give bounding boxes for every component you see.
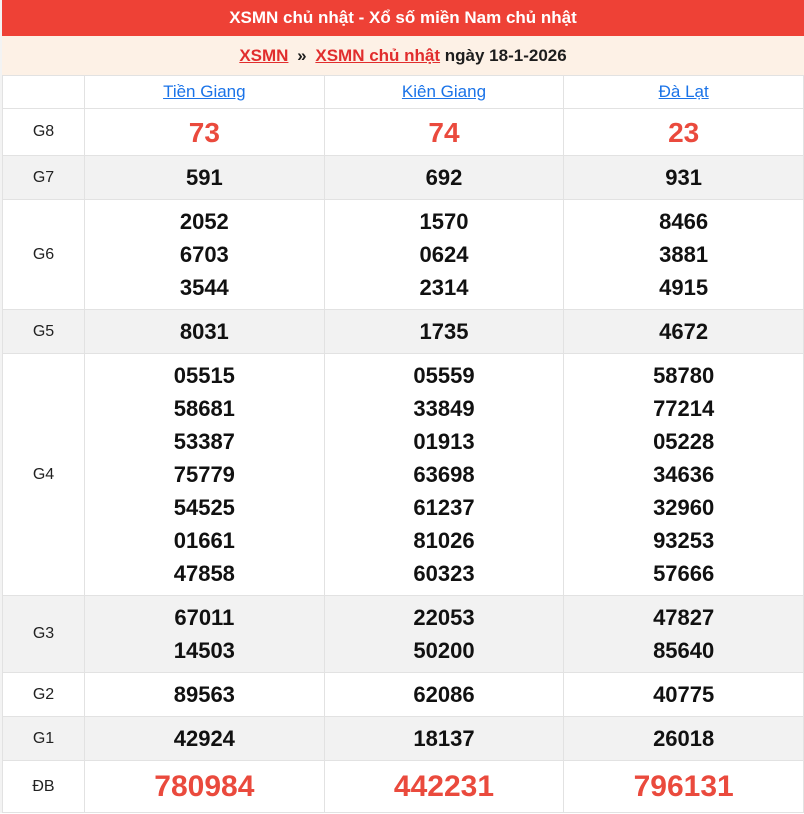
prize-value: 22053 <box>413 605 475 630</box>
province-link[interactable]: Đà Lạt <box>658 82 709 101</box>
prize-cell <box>324 717 564 761</box>
page-title: XSMN chủ nhật - Xổ số miền Nam chủ nhật <box>229 8 577 27</box>
prize-value: 931 <box>665 165 703 190</box>
prize-cell <box>324 156 564 200</box>
province-link[interactable]: Tiền Giang <box>163 82 246 101</box>
prize-cell <box>564 156 804 200</box>
prize-label-g1: G1 <box>3 717 85 761</box>
prize-label-g6: G6 <box>3 200 85 310</box>
prize-value: 47858 <box>173 561 235 586</box>
prize-label-g7: G7 <box>3 156 85 200</box>
prize-value: 796131 <box>633 770 734 803</box>
prize-cell <box>324 673 564 717</box>
province-header-cell <box>324 76 564 109</box>
prize-value: 73 <box>188 116 220 148</box>
prize-value: 6703 <box>179 242 229 267</box>
prize-value: 33849 <box>413 396 475 421</box>
prize-cell <box>564 761 804 813</box>
prize-label-g2: G2 <box>3 673 85 717</box>
prize-row-g8 <box>3 109 804 156</box>
prize-value: 47827 <box>653 605 715 630</box>
prize-value: 692 <box>425 165 463 190</box>
prize-row-g3 <box>3 596 804 673</box>
prize-cell <box>85 200 325 310</box>
prize-cell <box>564 200 804 310</box>
prize-value: 26018 <box>653 726 715 751</box>
prize-value: 58780 <box>653 363 715 388</box>
prize-value: 54525 <box>173 495 235 520</box>
prize-value: 40775 <box>653 682 715 707</box>
prize-label-g8: G8 <box>3 109 85 156</box>
prize-value: 63698 <box>413 462 475 487</box>
prize-value: 58681 <box>173 396 235 421</box>
prize-value: 93253 <box>653 528 715 553</box>
prize-cell <box>564 673 804 717</box>
prize-value: 75779 <box>173 462 235 487</box>
prize-value: 05228 <box>653 429 715 454</box>
prize-cell <box>85 354 325 596</box>
prize-cell <box>85 310 325 354</box>
prize-row-g2 <box>3 673 804 717</box>
prize-cell <box>324 596 564 673</box>
prize-row-g7 <box>3 156 804 200</box>
breadcrumb-separator: » <box>297 46 307 65</box>
prize-value: 62086 <box>413 682 475 707</box>
corner-cell <box>3 76 85 109</box>
prize-value: 85640 <box>653 638 715 663</box>
prize-value: 05559 <box>413 363 475 388</box>
prize-label-g4: G4 <box>3 354 85 596</box>
province-link[interactable]: Kiên Giang <box>401 82 487 101</box>
breadcrumb-link-xsmn[interactable]: XSMN <box>239 46 289 65</box>
prize-row-g1 <box>3 717 804 761</box>
prize-value: 0624 <box>419 242 469 267</box>
prize-value: 780984 <box>154 770 255 803</box>
prize-row-g5 <box>3 310 804 354</box>
prize-value: 1735 <box>419 319 469 344</box>
prize-row-db <box>3 761 804 813</box>
prize-cell <box>324 761 564 813</box>
prize-cell <box>564 310 804 354</box>
prize-cell <box>85 673 325 717</box>
breadcrumb-date: ngày 18-1-2026 <box>444 46 567 65</box>
prize-value: 34636 <box>653 462 715 487</box>
prize-value: 18137 <box>413 726 475 751</box>
prize-value: 8466 <box>659 209 709 234</box>
prize-value: 77214 <box>653 396 715 421</box>
prize-value: 3544 <box>179 275 229 300</box>
prize-value: 81026 <box>413 528 475 553</box>
prize-value: 2052 <box>179 209 229 234</box>
prize-label-g3: G3 <box>3 596 85 673</box>
prize-cell <box>564 717 804 761</box>
prize-cell <box>564 109 804 156</box>
prize-cell <box>324 109 564 156</box>
breadcrumb <box>2 36 804 75</box>
prize-value: 74 <box>428 116 460 148</box>
prize-value: 89563 <box>173 682 235 707</box>
prize-cell <box>324 354 564 596</box>
prize-value: 32960 <box>653 495 715 520</box>
prize-value: 61237 <box>413 495 475 520</box>
prize-value: 2314 <box>419 275 469 300</box>
prize-cell <box>564 596 804 673</box>
province-header-cell <box>564 76 804 109</box>
prize-row-g6 <box>3 200 804 310</box>
prize-cell <box>324 310 564 354</box>
prize-value: 05515 <box>173 363 235 388</box>
prize-value: 50200 <box>413 638 475 663</box>
prize-label-db: ĐB <box>3 761 85 813</box>
prize-value: 591 <box>185 165 223 190</box>
province-header-row <box>3 76 804 109</box>
prize-value: 53387 <box>173 429 235 454</box>
breadcrumb-link-xsmn-chu-nhat[interactable]: XSMN chủ nhật <box>315 46 441 65</box>
prize-value: 23 <box>668 116 700 148</box>
prize-value: 14503 <box>173 638 235 663</box>
prize-cell <box>324 200 564 310</box>
prize-value: 01661 <box>173 528 235 553</box>
prize-value: 4672 <box>659 319 709 344</box>
title-bar <box>2 0 804 36</box>
prize-cell <box>564 354 804 596</box>
province-header-cell <box>85 76 325 109</box>
prize-value: 1570 <box>419 209 469 234</box>
prize-value: 8031 <box>179 319 229 344</box>
results-table-head <box>3 76 804 109</box>
results-table <box>2 75 804 813</box>
prize-cell <box>85 156 325 200</box>
prize-row-g4 <box>3 354 804 596</box>
prize-value: 4915 <box>659 275 709 300</box>
prize-label-g5: G5 <box>3 310 85 354</box>
prize-cell <box>85 761 325 813</box>
prize-cell <box>85 717 325 761</box>
prize-value: 60323 <box>413 561 475 586</box>
prize-value: 442231 <box>393 770 495 803</box>
prize-value: 67011 <box>174 605 235 630</box>
prize-value: 3881 <box>659 242 709 267</box>
prize-cell <box>85 109 325 156</box>
prize-value: 01913 <box>413 429 475 454</box>
results-table-body <box>3 109 804 813</box>
prize-value: 42924 <box>173 726 235 751</box>
prize-cell <box>85 596 325 673</box>
prize-value: 57666 <box>653 561 715 586</box>
